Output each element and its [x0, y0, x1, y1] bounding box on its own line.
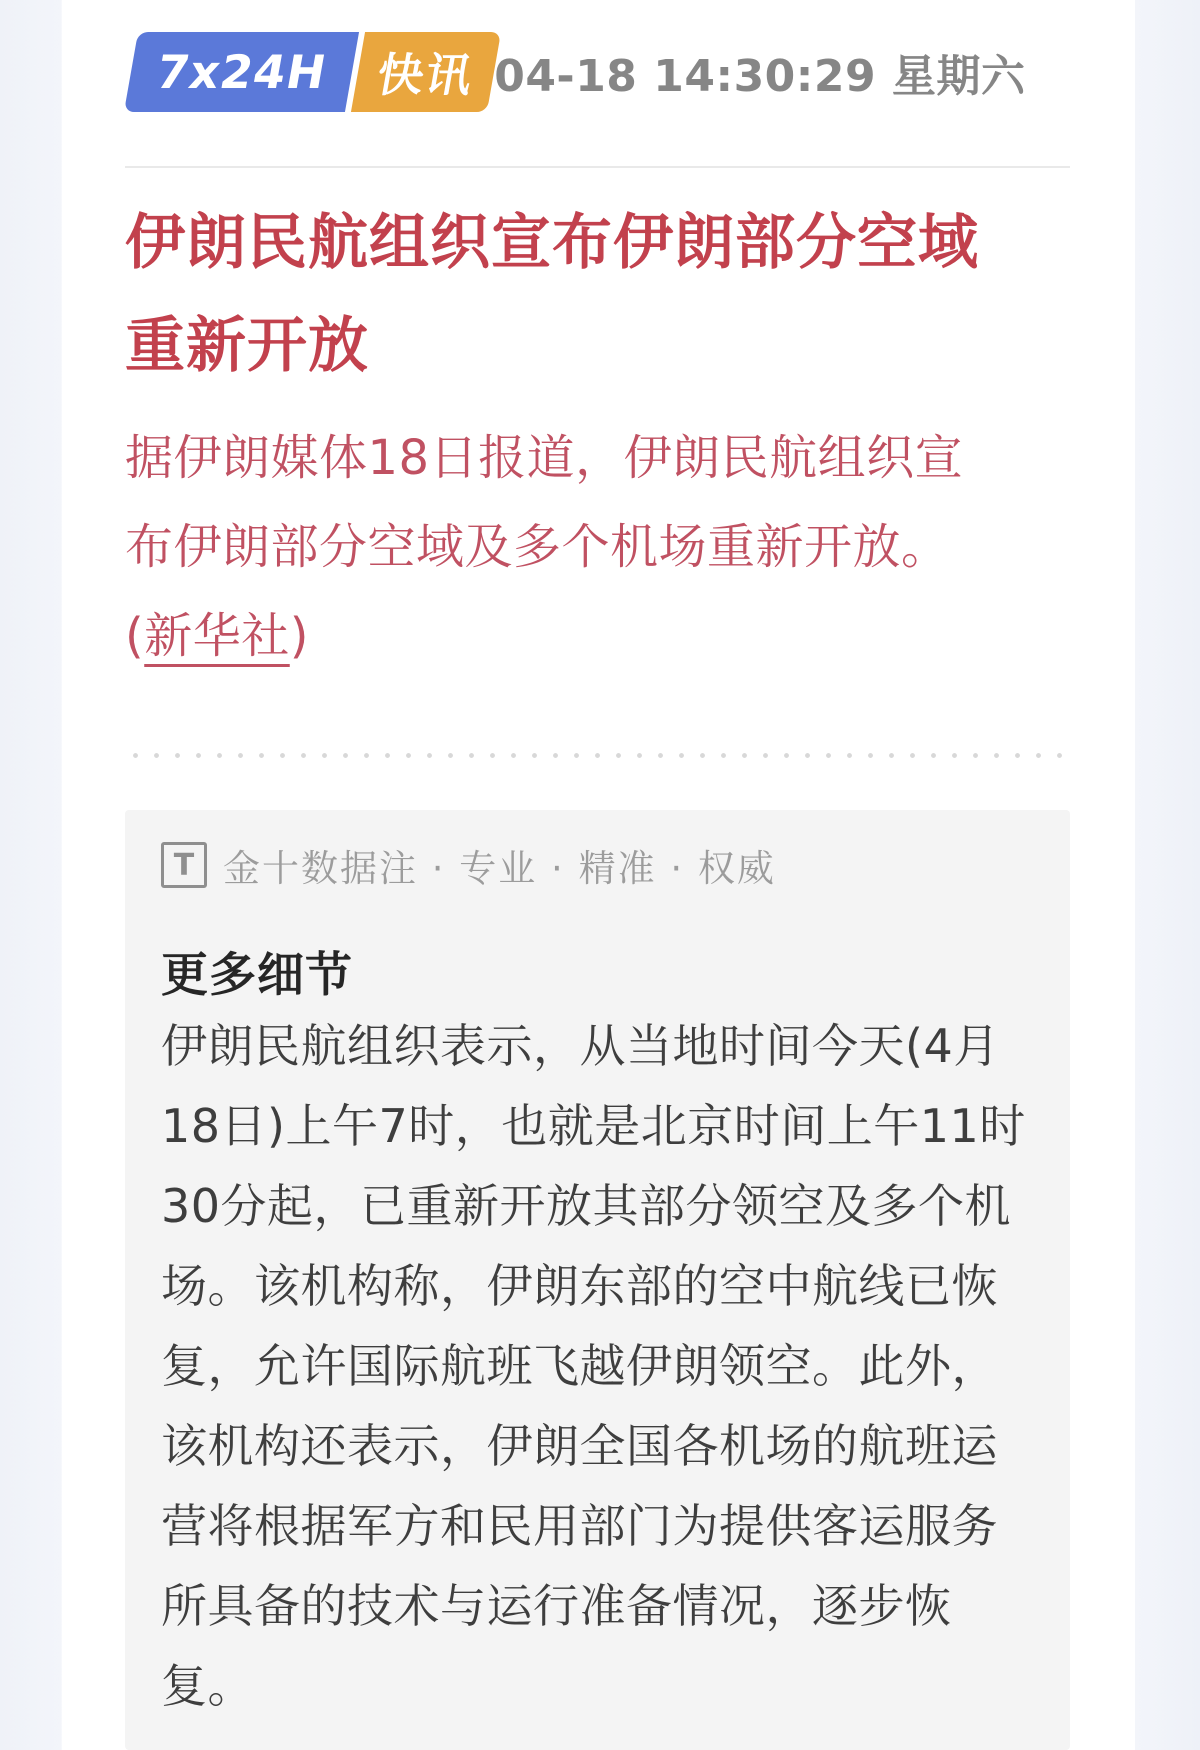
more-details-heading: 更多细节 [161, 948, 353, 1003]
details-paragraph: 伊朗民航组织表示，从当地时间今天(4月18日)上午7时，也就是北京时间上午11时30分起，已重新开放其部分领空及多个机场。该机构称，伊朗东部的空中航线已恢复，允许国际航班飞越伊朗领空。此外，该机构还表示，伊朗全国各机场的航班运营将根据军方和民用部门为提供客运服务所具备的技术与运行准备情况，逐步恢复。 [161, 1019, 1026, 1713]
badge-kuaixun-label: 快讯 [372, 48, 479, 102]
summary-text: 据伊朗媒体18日报道，伊朗民航组织宣布伊朗部分空域及多个机场重新开放。( [125, 430, 964, 664]
badge-7x24h-label: 7x24H [152, 45, 331, 99]
badge-kuaixun-segment [351, 32, 501, 112]
header [125, 32, 1070, 112]
editor-note-card [125, 810, 1070, 1750]
source-link-xinhua[interactable]: 新华社 [144, 608, 290, 664]
news-flash-badge [124, 32, 501, 112]
header-divider [125, 166, 1070, 168]
editor-note-header [161, 842, 1034, 888]
datetime-label: 04-18 14:30:29 星期六 [494, 51, 1026, 102]
article-summary [125, 414, 1005, 681]
dotted-divider [125, 753, 1070, 758]
editor-note-tagline: 金十数据注 · 专业 · 精准 · 权威 [223, 847, 776, 890]
summary-suffix: ) [289, 608, 309, 664]
news-flash-panel [62, 0, 1135, 1750]
badge-7x24h-segment [124, 32, 359, 112]
text-note-icon: T [161, 842, 207, 888]
article-headline: 伊朗民航组织宣布伊朗部分空域重新开放 [125, 208, 979, 381]
